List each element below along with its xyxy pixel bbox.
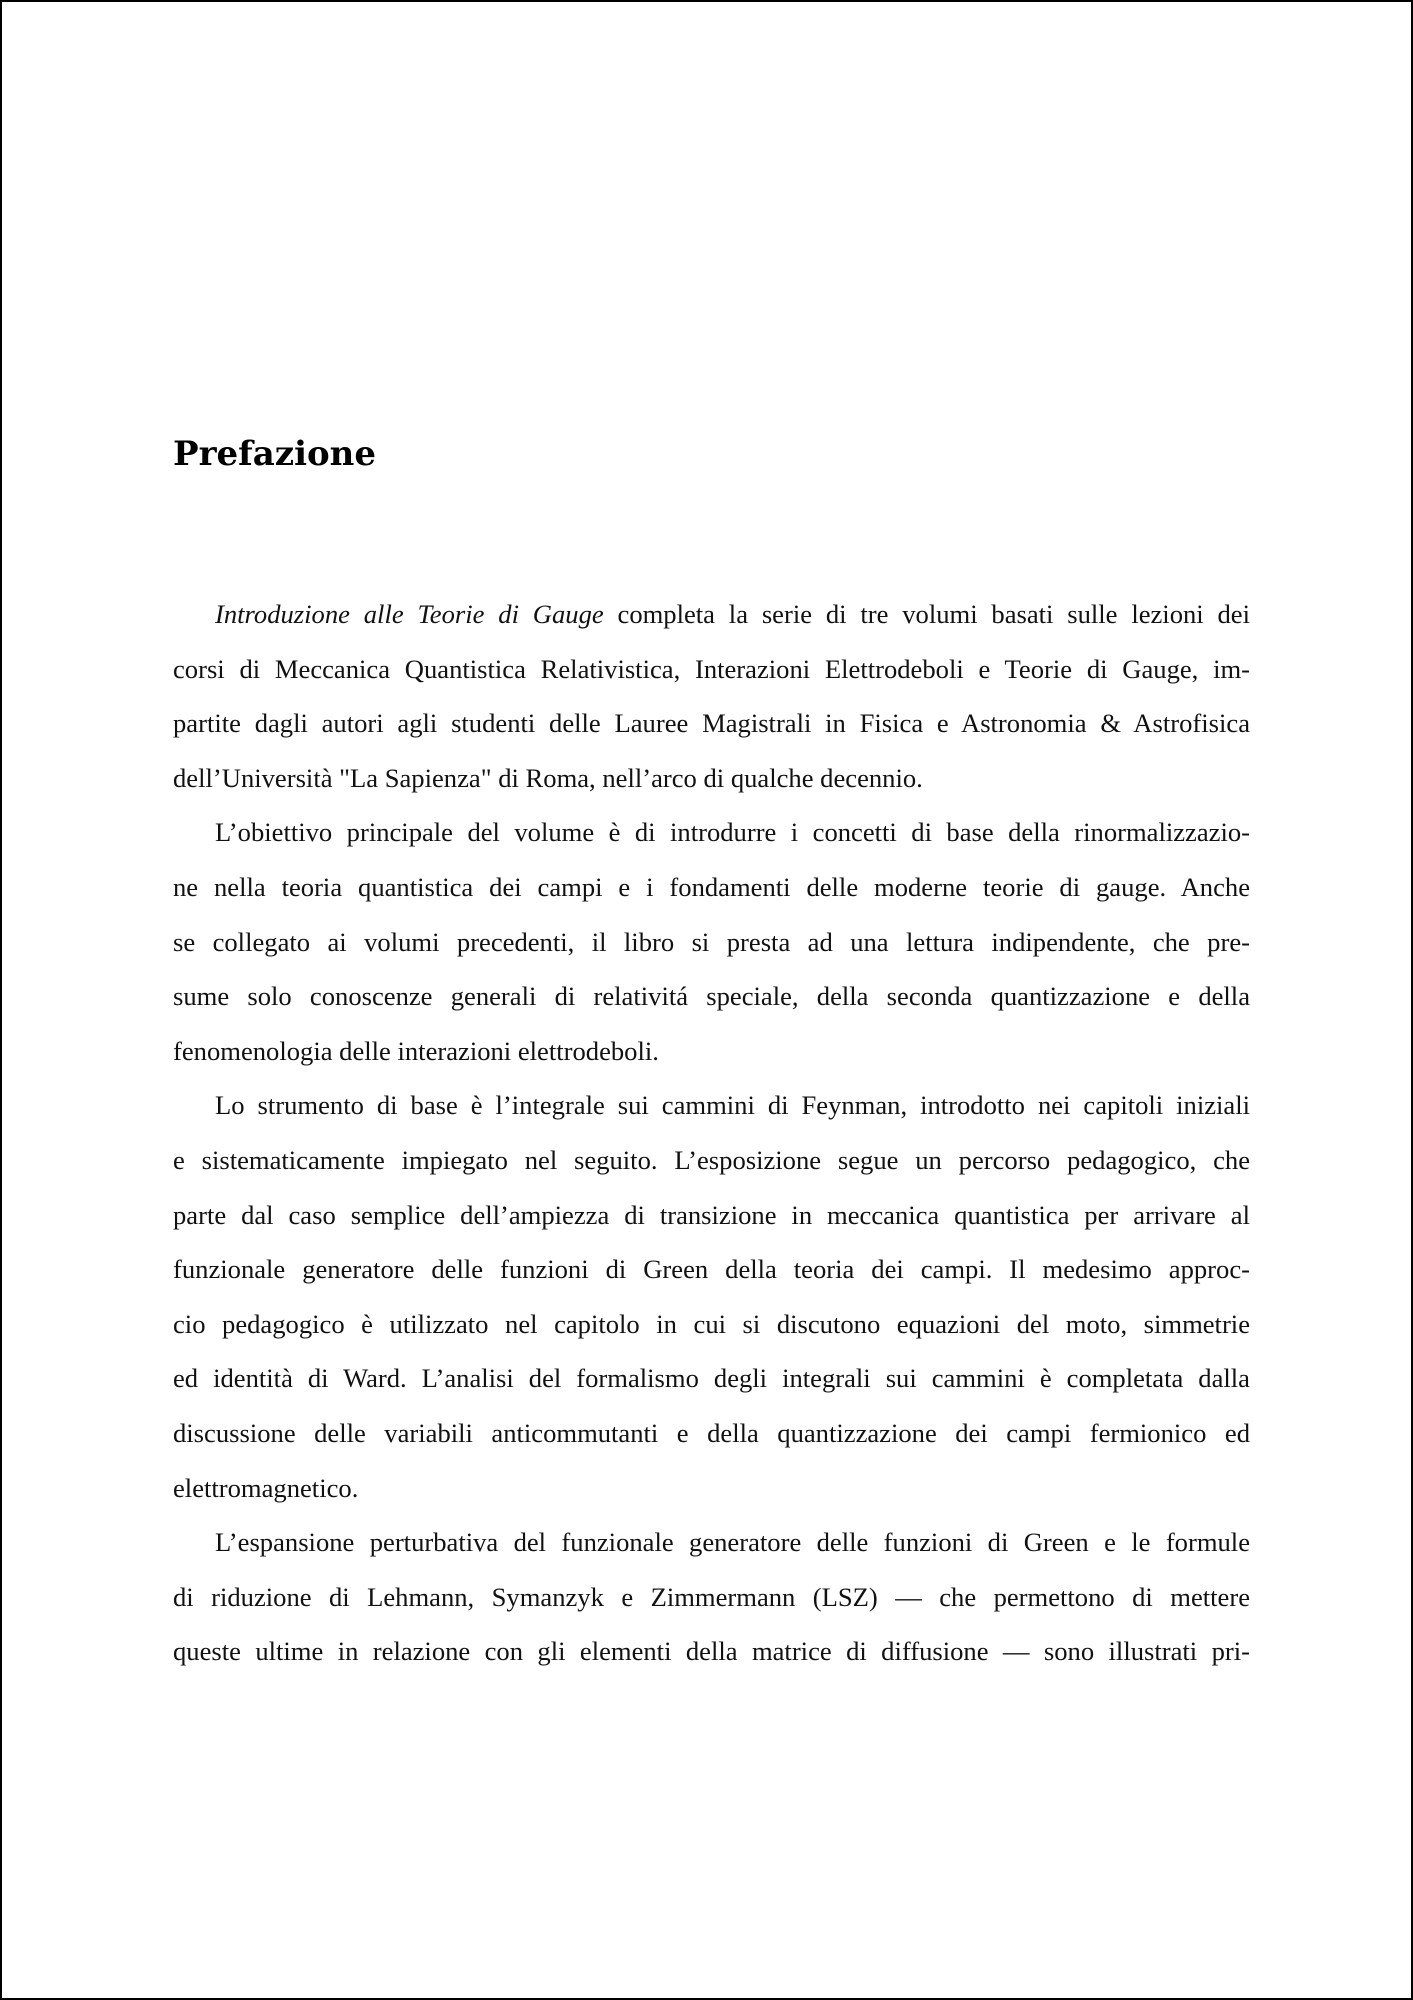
paragraph-line: ed identità di Ward. L’analisi del formalismo degli integrali sui cammini è completata dalla xyxy=(173,1363,1250,1394)
paragraph-line: dell’Università "La Sapienza" di Roma, nell’arco di qualche decennio. xyxy=(173,762,923,793)
paragraph-line: di riduzione di Lehmann, Symanzyk e Zimmermann (LSZ) — che permettono di mettere xyxy=(173,1581,1250,1612)
paragraph-line: sume solo conoscenze generali di relativitá speciale, della seconda quantizzazione e della xyxy=(173,981,1250,1012)
paragraph-3 xyxy=(173,1078,1250,1515)
paragraph-line: se collegato ai volumi precedenti, il libro si presta ad una lettura indipendente, che pre- xyxy=(173,926,1250,957)
paragraph-line: L’obiettivo principale del volume è di introdurre i concetti di base della rinormalizzazio- xyxy=(215,817,1250,848)
paragraph-line: funzionale generatore delle funzioni di Green della teoria dei campi. Il medesimo approc- xyxy=(173,1254,1250,1285)
paragraph-line: parte dal caso semplice dell’ampiezza di transizione in meccanica quantistica per arrivare al xyxy=(173,1199,1250,1230)
book-title-italic: Introduzione alle Teorie di Gauge xyxy=(215,599,604,629)
page-title: Prefazione xyxy=(173,434,377,474)
paragraph-line: Introduzione alle Teorie di Gauge completa la serie di tre volumi basati sulle lezioni dei xyxy=(215,599,1250,629)
paragraph-line: Lo strumento di base è l’integrale sui cammini di Feynman, introdotto nei capitoli iniziali xyxy=(215,1090,1250,1121)
paragraph-line: cio pedagogico è utilizzato nel capitolo in cui si discutono equazioni del moto, simmetrie xyxy=(173,1308,1250,1339)
paragraph-2 xyxy=(173,805,1250,1078)
paragraph-line: elettromagnetico. xyxy=(173,1472,359,1503)
preface-body xyxy=(173,587,1250,1679)
paragraph-line: corsi di Meccanica Quantistica Relativistica, Interazioni Elettrodeboli e Teorie di Gauge, im- xyxy=(173,653,1250,684)
paragraph-1 xyxy=(173,587,1250,805)
paragraph-line: discussione delle variabili anticommutanti e della quantizzazione dei campi fermionico ed xyxy=(173,1417,1250,1448)
paragraph-line: queste ultime in relazione con gli elementi della matrice di diffusione — sono illustrati pri- xyxy=(173,1636,1250,1667)
paragraph-line: partite dagli autori agli studenti delle Lauree Magistrali in Fisica e Astronomia & Astrofisica xyxy=(173,708,1250,739)
paragraph-4 xyxy=(173,1515,1250,1679)
paragraph-line: ne nella teoria quantistica dei campi e i fondamenti delle moderne teorie di gauge. Anche xyxy=(173,871,1250,902)
paragraph-line: e sistematicamente impiegato nel seguito. L’esposizione segue un percorso pedagogico, che xyxy=(173,1144,1250,1175)
paragraph-line: fenomenologia delle interazioni elettrodeboli. xyxy=(173,1035,659,1066)
paragraph-line: L’espansione perturbativa del funzionale generatore delle funzioni di Green e le formule xyxy=(215,1527,1250,1558)
